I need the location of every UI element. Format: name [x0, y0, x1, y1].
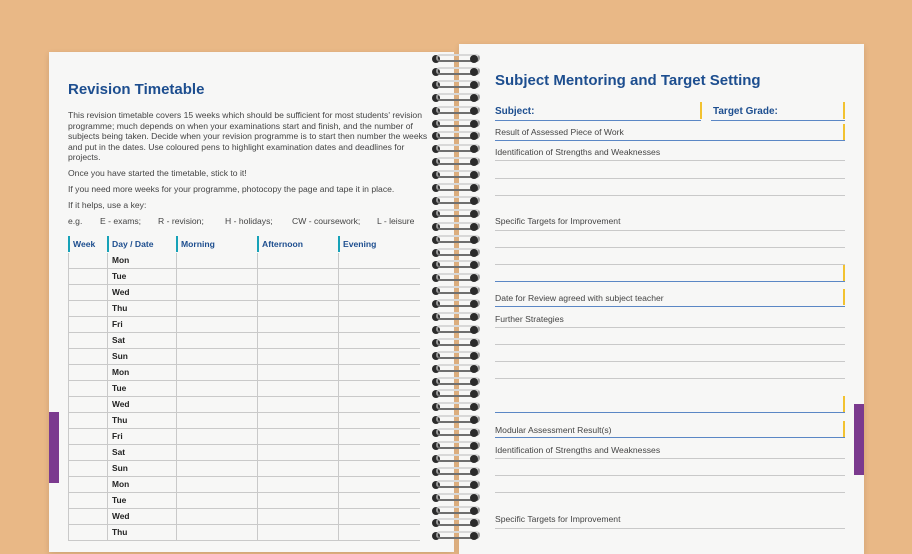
table-cell[interactable] [68, 413, 107, 429]
writing-line[interactable] [495, 327, 845, 328]
table-cell[interactable] [68, 493, 107, 509]
spiral-coil [432, 106, 478, 115]
key-revision: R - revision; [158, 216, 204, 226]
table-cell[interactable] [68, 477, 107, 493]
key-exams: E - exams; [100, 216, 142, 226]
key-coursework: CW - coursework; [292, 216, 361, 226]
spiral-coil [432, 144, 478, 153]
table-cell[interactable] [176, 317, 257, 333]
table-row [68, 285, 420, 301]
writing-line[interactable] [495, 412, 845, 413]
table-cell[interactable] [68, 317, 107, 333]
spiral-coil [432, 377, 478, 386]
key-eg: e.g. [68, 216, 83, 226]
spiral-coil [432, 518, 478, 527]
table-cell[interactable] [176, 365, 257, 381]
day-cell: Mon [107, 253, 176, 269]
table-row [68, 461, 420, 477]
spiral-coil [432, 338, 478, 347]
day-cell: Wed [107, 397, 176, 413]
day-cell: Tue [107, 269, 176, 285]
intro-paragraph: This revision timetable covers 15 weeks which should be sufficient for most students' revision programme; much depends on when your examinations start and finish, and the number of subjects being taken. Decide when your revision programme is to start then number the weeks and put in the dates. Use coloured pens to highlight examination dates and deadlines for projects. [68, 110, 428, 162]
table-cell[interactable] [257, 525, 338, 541]
table-cell[interactable] [338, 381, 420, 397]
table-cell[interactable] [68, 397, 107, 413]
spiral-coil [432, 364, 478, 373]
result-label: Result of Assessed Piece of Work [495, 127, 624, 137]
table-cell[interactable] [68, 285, 107, 301]
spiral-coil [432, 273, 478, 282]
writing-line[interactable] [495, 378, 845, 379]
day-cell: Sun [107, 461, 176, 477]
timetable-body [68, 253, 420, 541]
page-title: Revision Timetable [68, 81, 205, 98]
table-row [68, 349, 420, 365]
table-cell[interactable] [338, 269, 420, 285]
table-cell[interactable] [176, 493, 257, 509]
spiral-coil [432, 480, 478, 489]
spiral-coil [432, 196, 478, 205]
key-leisure: L - leisure [377, 216, 415, 226]
table-row [68, 253, 420, 269]
table-cell[interactable] [257, 477, 338, 493]
strengths-label: Identification of Strengths and Weaknesses [495, 445, 661, 455]
table-cell[interactable] [338, 333, 420, 349]
table-cell[interactable] [257, 269, 338, 285]
table-cell[interactable] [176, 349, 257, 365]
timetable-header [68, 236, 420, 253]
table-cell[interactable] [338, 461, 420, 477]
key-holidays: H - holidays; [225, 216, 273, 226]
table-cell[interactable] [176, 413, 257, 429]
table-row [68, 445, 420, 461]
table-row [68, 301, 420, 317]
table-cell[interactable] [338, 285, 420, 301]
writing-line[interactable] [495, 361, 845, 362]
table-cell[interactable] [257, 285, 338, 301]
table-cell[interactable] [68, 349, 107, 365]
table-cell[interactable] [257, 509, 338, 525]
writing-line[interactable] [495, 195, 845, 196]
day-cell: Thu [107, 413, 176, 429]
spiral-coil [432, 248, 478, 257]
day-cell: Fri [107, 429, 176, 445]
table-cell[interactable] [176, 301, 257, 317]
subject-label: Subject: [495, 106, 535, 117]
table-cell[interactable] [257, 333, 338, 349]
spiral-coil [432, 415, 478, 424]
table-row [68, 525, 420, 541]
table-cell[interactable] [257, 445, 338, 461]
target-grade-label: Target Grade: [713, 106, 778, 117]
table-row [68, 493, 420, 509]
table-cell[interactable] [68, 509, 107, 525]
day-cell: Tue [107, 493, 176, 509]
table-cell[interactable] [338, 365, 420, 381]
spiral-coil [432, 131, 478, 140]
intro-paragraph: Once you have started the timetable, stick to it! [68, 168, 247, 178]
writing-line[interactable] [495, 281, 845, 282]
spiral-coil [432, 351, 478, 360]
spiral-coil [432, 260, 478, 269]
table-cell[interactable] [257, 349, 338, 365]
table-row [68, 413, 420, 429]
table-cell[interactable] [68, 381, 107, 397]
spiral-coil [432, 312, 478, 321]
table-cell[interactable] [257, 301, 338, 317]
writing-line[interactable] [495, 264, 845, 265]
page-title: Subject Mentoring and Target Setting [495, 72, 761, 89]
left-page [49, 52, 454, 552]
table-cell[interactable] [68, 461, 107, 477]
table-cell[interactable] [176, 509, 257, 525]
result-field[interactable] [495, 140, 845, 141]
table-cell[interactable] [68, 429, 107, 445]
spiral-coil [432, 67, 478, 76]
targets-label: Specific Targets for Improvement [495, 216, 621, 226]
writing-line[interactable] [495, 178, 845, 179]
table-cell[interactable] [176, 477, 257, 493]
day-cell: Wed [107, 509, 176, 525]
table-cell[interactable] [176, 381, 257, 397]
table-row [68, 317, 420, 333]
spiral-coil [432, 506, 478, 515]
table-cell[interactable] [257, 397, 338, 413]
table-cell[interactable] [338, 493, 420, 509]
spiral-coil [432, 467, 478, 476]
spiral-coil [432, 222, 478, 231]
writing-line[interactable] [495, 344, 845, 345]
review-label: Date for Review agreed with subject teacher [495, 293, 664, 303]
spiral-coil [432, 157, 478, 166]
day-cell: Wed [107, 285, 176, 301]
subject-field[interactable] [495, 120, 701, 121]
table-cell[interactable] [257, 493, 338, 509]
writing-line[interactable] [495, 528, 845, 529]
spiral-coil [432, 454, 478, 463]
day-cell: Thu [107, 525, 176, 541]
table-cell[interactable] [68, 301, 107, 317]
table-cell[interactable] [338, 509, 420, 525]
table-row [68, 477, 420, 493]
table-cell[interactable] [338, 525, 420, 541]
writing-line[interactable] [495, 475, 845, 476]
spiral-coil [432, 389, 478, 398]
column-header: Afternoon [257, 236, 336, 252]
modular-result-label: Modular Assessment Result(s) [495, 425, 612, 435]
writing-line[interactable] [495, 160, 845, 161]
table-cell[interactable] [68, 445, 107, 461]
targets-label: Specific Targets for Improvement [495, 514, 621, 524]
day-cell: Tue [107, 381, 176, 397]
table-cell[interactable] [338, 429, 420, 445]
table-cell[interactable] [338, 413, 420, 429]
spiral-coil [432, 93, 478, 102]
table-cell[interactable] [176, 333, 257, 349]
spiral-coil [432, 325, 478, 334]
day-cell: Sun [107, 349, 176, 365]
table-cell[interactable] [338, 349, 420, 365]
table-cell[interactable] [68, 253, 107, 269]
day-cell: Thu [107, 301, 176, 317]
spiral-coil [432, 299, 478, 308]
table-cell[interactable] [338, 253, 420, 269]
table-cell[interactable] [257, 317, 338, 333]
day-cell: Mon [107, 365, 176, 381]
review-field[interactable] [495, 306, 845, 307]
table-cell[interactable] [68, 333, 107, 349]
timetable [68, 236, 420, 537]
table-cell[interactable] [338, 317, 420, 333]
target-grade-field[interactable] [711, 120, 845, 121]
page-tab [49, 412, 59, 483]
table-cell[interactable] [257, 381, 338, 397]
further-strategies-label: Further Strategies [495, 314, 564, 324]
intro-paragraph: If you need more weeks for your programme, photocopy the page and tape it in place. [68, 184, 395, 194]
day-cell: Fri [107, 317, 176, 333]
spiral-coil [432, 493, 478, 502]
table-cell[interactable] [338, 397, 420, 413]
right-page [459, 44, 864, 554]
table-cell[interactable] [176, 269, 257, 285]
table-cell[interactable] [338, 445, 420, 461]
day-cell: Sat [107, 445, 176, 461]
column-header: Day / Date [107, 236, 174, 252]
table-cell[interactable] [176, 253, 257, 269]
table-row [68, 397, 420, 413]
table-cell[interactable] [68, 525, 107, 541]
column-header: Week [68, 236, 106, 252]
table-cell[interactable] [257, 365, 338, 381]
table-row [68, 333, 420, 349]
day-cell: Mon [107, 477, 176, 493]
table-row [68, 429, 420, 445]
table-row [68, 365, 420, 381]
writing-line[interactable] [495, 492, 845, 493]
table-row [68, 381, 420, 397]
column-header: Evening [338, 236, 419, 252]
spiral-coil [432, 54, 478, 63]
spiral-binding [428, 54, 484, 544]
spiral-coil [432, 80, 478, 89]
spiral-coil [432, 286, 478, 295]
table-cell[interactable] [176, 445, 257, 461]
spiral-coil [432, 428, 478, 437]
spiral-coil [432, 235, 478, 244]
table-cell[interactable] [176, 397, 257, 413]
table-cell[interactable] [338, 301, 420, 317]
spiral-coil [432, 119, 478, 128]
table-cell[interactable] [68, 269, 107, 285]
spiral-coil [432, 402, 478, 411]
writing-line[interactable] [495, 458, 845, 459]
writing-line[interactable] [495, 230, 845, 231]
column-header: Morning [176, 236, 255, 252]
table-cell[interactable] [338, 477, 420, 493]
table-cell[interactable] [176, 461, 257, 477]
table-cell[interactable] [257, 253, 338, 269]
table-cell[interactable] [68, 365, 107, 381]
spiral-coil [432, 170, 478, 179]
writing-line[interactable] [495, 247, 845, 248]
table-row [68, 269, 420, 285]
day-cell: Sat [107, 333, 176, 349]
intro-paragraph: If it helps, use a key: [68, 200, 147, 210]
spiral-coil [432, 209, 478, 218]
table-cell[interactable] [176, 525, 257, 541]
table-cell[interactable] [257, 429, 338, 445]
strengths-label: Identification of Strengths and Weaknesses [495, 147, 661, 157]
table-cell[interactable] [257, 413, 338, 429]
spiral-coil [432, 183, 478, 192]
modular-result-field[interactable] [495, 437, 845, 438]
table-row [68, 509, 420, 525]
table-cell[interactable] [176, 285, 257, 301]
spiral-coil [432, 441, 478, 450]
page-tab [854, 404, 864, 475]
table-cell[interactable] [257, 461, 338, 477]
table-cell[interactable] [176, 429, 257, 445]
